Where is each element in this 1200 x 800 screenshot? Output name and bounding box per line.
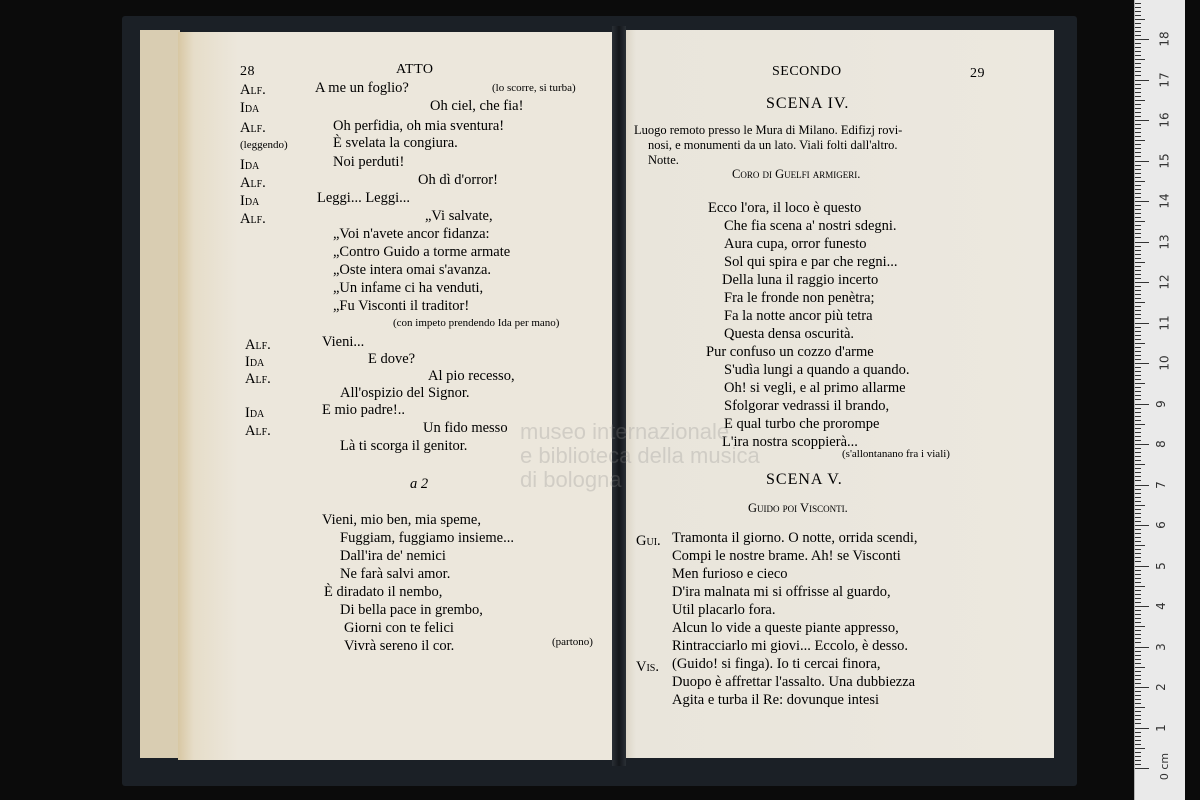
ruler-tick xyxy=(1135,521,1141,522)
ruler-tick xyxy=(1135,250,1141,251)
ruler-tick xyxy=(1135,444,1149,445)
ruler-tick xyxy=(1135,432,1141,433)
ruler-tick xyxy=(1135,351,1141,352)
ruler-tick xyxy=(1135,460,1141,461)
ruler-tick xyxy=(1135,602,1141,603)
ruler-number: 18 xyxy=(1157,31,1172,47)
ruler-tick xyxy=(1135,59,1145,60)
ruler-tick xyxy=(1135,416,1141,417)
ruler-tick xyxy=(1135,92,1141,93)
ruler-tick xyxy=(1135,424,1145,425)
stage-direction: (partono) xyxy=(552,636,593,648)
verse-line: Sol qui spira e par che regni... xyxy=(724,254,898,270)
ruler-tick xyxy=(1135,375,1141,376)
ruler-tick xyxy=(1135,156,1141,157)
ruler-tick xyxy=(1135,671,1141,672)
ruler-tick xyxy=(1135,181,1145,182)
ruler-tick xyxy=(1135,610,1141,611)
verse-line: L'ira nostra scoppierà... xyxy=(722,434,858,450)
verse-line: Vieni, mio ben, mia speme, xyxy=(322,512,481,528)
ruler-tick xyxy=(1135,197,1141,198)
verse-line: Oh dì d'orror! xyxy=(418,172,498,188)
verse-line: Oh perfidia, oh mia sventura! xyxy=(333,118,505,134)
ruler-tick xyxy=(1135,687,1149,688)
ruler-tick xyxy=(1135,391,1141,392)
verse-line: E dove? xyxy=(368,351,416,367)
verse-line: Al pio recesso, xyxy=(428,368,515,384)
ruler-number: 16 xyxy=(1157,112,1172,128)
ruler-tick xyxy=(1135,51,1141,52)
stage-direction-line-3: Notte. xyxy=(648,153,679,167)
ruler-tick xyxy=(1135,570,1141,571)
ruler-tick xyxy=(1135,553,1141,554)
ruler-tick xyxy=(1135,752,1141,753)
ruler-tick xyxy=(1135,217,1141,218)
verse-line: È svelata la congiura. xyxy=(333,135,458,151)
ruler-number: 7 xyxy=(1153,480,1168,489)
verse-line: A me un foglio? xyxy=(315,80,409,96)
watermark-line-3: di bologna xyxy=(520,467,622,492)
chorus-heading: Coro di Guelfi armigeri. xyxy=(732,167,861,181)
speaker-label: Alf. xyxy=(245,423,271,439)
ruler-tick xyxy=(1135,383,1145,384)
ruler-tick xyxy=(1135,715,1141,716)
ruler-tick xyxy=(1135,11,1141,12)
ruler-tick xyxy=(1135,201,1149,202)
ruler-tick xyxy=(1135,549,1141,550)
ruler-tick xyxy=(1135,578,1141,579)
ruler-tick xyxy=(1135,339,1141,340)
ruler-tick xyxy=(1135,128,1141,129)
ruler-number: 5 xyxy=(1153,561,1168,570)
ruler-tick xyxy=(1135,47,1141,48)
scene-v-title: SCENA V. xyxy=(766,471,843,488)
speaker-label: Ida xyxy=(240,157,260,173)
verse-line: a 2 xyxy=(410,476,429,492)
verse-line: „Un infame ci ha venduti, xyxy=(333,280,484,296)
ruler-tick xyxy=(1135,193,1141,194)
verse-line: Alcun lo vide a queste piante appresso, xyxy=(672,620,899,636)
ruler-tick xyxy=(1135,659,1141,660)
ruler-unit-label: 0 cm xyxy=(1158,752,1172,781)
verse-line: E mio padre!.. xyxy=(322,402,405,418)
ruler-tick xyxy=(1135,517,1141,518)
ruler-tick xyxy=(1135,728,1149,729)
speaker-label: Ida xyxy=(245,405,265,421)
ruler-tick xyxy=(1135,695,1141,696)
ruler-tick xyxy=(1135,80,1149,81)
speaker-label: Alf. xyxy=(245,371,271,387)
ruler-tick xyxy=(1135,561,1141,562)
ruler-tick xyxy=(1135,19,1145,20)
ruler-tick xyxy=(1135,221,1145,222)
ruler-tick xyxy=(1135,290,1141,291)
ruler-tick xyxy=(1135,723,1141,724)
ruler-tick xyxy=(1135,606,1149,607)
verse-line: Della luna il raggio incerto xyxy=(722,272,879,288)
verse-line: D'ira malnata mi si offrisse al guardo, xyxy=(672,584,891,600)
ruler-tick xyxy=(1135,100,1145,101)
ruler-tick xyxy=(1135,104,1141,105)
ruler-tick xyxy=(1135,719,1141,720)
ruler-tick xyxy=(1135,39,1149,40)
ruler-tick xyxy=(1135,371,1141,372)
ruler-tick xyxy=(1135,67,1141,68)
ruler-tick xyxy=(1135,165,1141,166)
verse-line: Leggi... Leggi... xyxy=(317,190,411,206)
book-page-edges xyxy=(140,30,180,758)
ruler-tick xyxy=(1135,148,1141,149)
ruler-tick xyxy=(1135,27,1141,28)
ruler-tick xyxy=(1135,173,1141,174)
ruler-tick xyxy=(1135,683,1141,684)
ruler-tick xyxy=(1135,112,1141,113)
speaker-label: Ida xyxy=(240,100,260,116)
ruler-number: 10 xyxy=(1157,355,1172,371)
ruler-tick xyxy=(1135,15,1141,16)
ruler-number: 9 xyxy=(1153,399,1168,408)
speaker-label: Alf. xyxy=(240,175,266,191)
ruler-tick xyxy=(1135,736,1141,737)
ruler-tick xyxy=(1135,448,1141,449)
ruler-tick xyxy=(1135,663,1141,664)
ruler-tick xyxy=(1135,270,1141,271)
ruler-tick xyxy=(1135,225,1141,226)
ruler-tick xyxy=(1135,557,1141,558)
ruler-tick xyxy=(1135,638,1141,639)
ruler-tick xyxy=(1135,246,1141,247)
ruler-tick xyxy=(1135,314,1141,315)
ruler-number: 2 xyxy=(1153,683,1168,691)
ruler-number: 12 xyxy=(1157,274,1172,290)
ruler-tick xyxy=(1135,306,1141,307)
verse-line: Fa la notte ancor più tetra xyxy=(724,308,873,324)
ruler-tick xyxy=(1135,740,1141,741)
verse-line: Men furioso e cieco xyxy=(672,566,788,582)
ruler-tick xyxy=(1135,464,1145,465)
ruler-tick xyxy=(1135,651,1141,652)
verse-line: „Contro Guido a torme armate xyxy=(333,244,511,260)
verse-line: „Vi salvate, xyxy=(425,208,493,224)
ruler-tick xyxy=(1135,205,1141,206)
ruler-tick xyxy=(1135,675,1141,676)
ruler-tick xyxy=(1135,590,1141,591)
verse-line: Agita e turba il Re: dovunque intesi xyxy=(672,692,879,708)
verse-line: (Guido! si finga). Io ti cercai finora, xyxy=(672,656,881,672)
ruler-tick xyxy=(1135,177,1141,178)
ruler-tick xyxy=(1135,513,1141,514)
verse-line: Di bella pace in grembo, xyxy=(340,602,483,618)
ruler-number: 14 xyxy=(1157,193,1172,209)
ruler-tick xyxy=(1135,120,1149,121)
right-page-header: SECONDO xyxy=(772,64,842,79)
verse-line: Compi le nostre brame. Ah! se Visconti xyxy=(672,548,901,564)
ruler-tick xyxy=(1135,23,1141,24)
verse-line: Rintracciarlo mi giovi... Eccolo, è desso. xyxy=(672,638,908,654)
ruler-number: 6 xyxy=(1153,521,1168,529)
ruler-tick xyxy=(1135,387,1141,388)
ruler-tick xyxy=(1135,323,1149,324)
ruler-tick xyxy=(1135,744,1141,745)
verse-line: All'ospizio del Signor. xyxy=(340,385,470,401)
ruler-number: 13 xyxy=(1157,233,1172,250)
ruler-tick xyxy=(1135,399,1141,400)
ruler-tick xyxy=(1135,622,1141,623)
ruler-tick xyxy=(1135,233,1141,234)
ruler-tick xyxy=(1135,707,1145,708)
ruler-tick xyxy=(1135,489,1141,490)
ruler-tick xyxy=(1135,420,1141,421)
ruler-tick xyxy=(1135,768,1149,769)
verse-line: „Voi n'avete ancor fidanza: xyxy=(333,226,490,242)
ruler-tick xyxy=(1135,703,1141,704)
ruler-number: 3 xyxy=(1153,642,1168,651)
ruler-number: 17 xyxy=(1157,71,1172,88)
ruler-tick xyxy=(1135,756,1141,757)
ruler-tick xyxy=(1135,55,1141,56)
ruler-tick xyxy=(1135,31,1141,32)
verse-line: Fra le fronde non penètra; xyxy=(724,290,875,306)
speaker-label: Gui. xyxy=(636,533,661,549)
ruler-tick xyxy=(1135,347,1141,348)
ruler-tick xyxy=(1135,7,1141,8)
ruler-tick xyxy=(1135,359,1141,360)
ruler-tick xyxy=(1135,634,1141,635)
scene-v-persons: Guido poi Visconti. xyxy=(748,501,848,515)
ruler-tick xyxy=(1135,258,1141,259)
ruler-tick xyxy=(1135,614,1141,615)
speaker-label: Alf. xyxy=(240,82,266,98)
ruler-tick xyxy=(1135,152,1141,153)
ruler-tick xyxy=(1135,331,1141,332)
ruler-tick xyxy=(1135,75,1141,76)
ruler-tick xyxy=(1135,655,1141,656)
ruler-tick xyxy=(1135,278,1141,279)
ruler-tick xyxy=(1135,185,1141,186)
ruler-tick xyxy=(1135,679,1141,680)
ruler-tick xyxy=(1135,35,1141,36)
ruler-tick xyxy=(1135,642,1141,643)
ruler-tick xyxy=(1135,440,1141,441)
ruler-tick xyxy=(1135,647,1149,648)
ruler-tick xyxy=(1135,266,1141,267)
ruler-tick xyxy=(1135,732,1141,733)
ruler-tick xyxy=(1135,213,1141,214)
ruler-tick xyxy=(1135,594,1141,595)
ruler-tick xyxy=(1135,343,1145,344)
book-gutter xyxy=(612,26,626,766)
ruler-tick xyxy=(1135,229,1141,230)
ruler-tick xyxy=(1135,132,1141,133)
verse-line: Ecco l'ora, il loco è questo xyxy=(708,200,862,216)
ruler-tick xyxy=(1135,189,1141,190)
left-page-number: 28 xyxy=(240,64,255,79)
ruler-tick xyxy=(1135,88,1141,89)
ruler-tick xyxy=(1135,108,1141,109)
ruler-tick xyxy=(1135,626,1145,627)
ruler-tick xyxy=(1135,691,1141,692)
ruler-tick xyxy=(1135,71,1141,72)
ruler-tick xyxy=(1135,428,1141,429)
ruler-tick xyxy=(1135,497,1141,498)
ruler-tick xyxy=(1135,476,1141,477)
ruler-tick xyxy=(1135,412,1141,413)
ruler-tick xyxy=(1135,566,1149,567)
ruler-number: 4 xyxy=(1153,602,1168,610)
verse-line: Vieni... xyxy=(322,334,365,350)
stage-direction-line-1: Luogo remoto presso le Mura di Milano. Edifizj rovi- xyxy=(634,123,903,137)
ruler-tick xyxy=(1135,327,1141,328)
speaker-label: Alf. xyxy=(240,120,266,136)
ruler-tick xyxy=(1135,355,1141,356)
ruler-tick xyxy=(1135,254,1141,255)
stage-direction: (leggendo) xyxy=(240,139,288,151)
ruler-tick xyxy=(1135,505,1145,506)
ruler-tick xyxy=(1135,43,1141,44)
ruler-tick xyxy=(1135,302,1145,303)
ruler-tick xyxy=(1135,760,1141,761)
left-page-header: ATTO xyxy=(396,62,434,77)
verse-line: Che fia scena a' nostri sdegni. xyxy=(724,218,897,234)
ruler-tick xyxy=(1135,144,1141,145)
ruler-tick xyxy=(1135,764,1141,765)
ruler-tick xyxy=(1135,493,1141,494)
ruler-number: 15 xyxy=(1157,152,1172,169)
watermark-line-2: e biblioteca della musica xyxy=(520,443,760,468)
ruler-tick xyxy=(1135,3,1141,4)
measurement-ruler xyxy=(1134,0,1185,800)
verse-line: Oh ciel, che fia! xyxy=(430,98,524,114)
ruler-tick xyxy=(1135,501,1141,502)
ruler-tick xyxy=(1135,509,1141,510)
ruler-tick xyxy=(1135,286,1141,287)
stage-direction: (con impeto prendendo Ida per mano) xyxy=(393,317,560,329)
ruler-tick xyxy=(1135,748,1145,749)
ruler-tick xyxy=(1135,298,1141,299)
ruler-tick xyxy=(1135,541,1141,542)
verse-line: Giorni con te felici xyxy=(344,620,454,636)
verse-line: Un fido messo xyxy=(423,420,508,436)
verse-line: Ne farà salvi amor. xyxy=(340,566,451,582)
ruler-tick xyxy=(1135,598,1141,599)
verse-line: Questa densa oscurità. xyxy=(724,326,855,342)
ruler-tick xyxy=(1135,582,1141,583)
ruler-tick xyxy=(1135,161,1149,162)
ruler-tick xyxy=(1135,367,1141,368)
ruler-tick xyxy=(1135,485,1149,486)
verse-line: Là ti scorga il genitor. xyxy=(340,438,468,454)
ruler-number: 11 xyxy=(1157,314,1172,331)
verse-line: „Oste intera omai s'avanza. xyxy=(333,262,492,278)
ruler-tick xyxy=(1135,480,1141,481)
right-page-number: 29 xyxy=(970,66,985,81)
ruler-tick xyxy=(1135,586,1145,587)
speaker-label: Alf. xyxy=(245,337,271,353)
speaker-label: Alf. xyxy=(240,211,266,227)
ruler-tick xyxy=(1135,472,1141,473)
scene-iv-title: SCENA IV. xyxy=(766,95,850,112)
verse-line: Vivrà sereno il cor. xyxy=(344,638,455,654)
ruler-tick xyxy=(1135,209,1141,210)
ruler-tick xyxy=(1135,574,1141,575)
ruler-tick xyxy=(1135,262,1145,263)
verse-line: È diradato il nembo, xyxy=(324,584,443,600)
ruler-tick xyxy=(1135,456,1141,457)
watermark-line-1: museo internazionale xyxy=(520,419,730,444)
ruler-tick xyxy=(1135,282,1149,283)
ruler-tick xyxy=(1135,63,1141,64)
ruler-number: 8 xyxy=(1153,440,1168,448)
ruler-tick xyxy=(1135,667,1145,668)
verse-line: Tramonta il giorno. O notte, orrida scendi, xyxy=(672,530,918,546)
ruler-tick xyxy=(1135,169,1141,170)
verse-line: Util placarlo fora. xyxy=(672,602,776,618)
ruler-tick xyxy=(1135,529,1141,530)
ruler-tick xyxy=(1135,294,1141,295)
stage-direction: (lo scorre, si turba) xyxy=(492,82,576,94)
speaker-label: Vis. xyxy=(636,659,659,675)
verse-line: Aura cupa, orror funesto xyxy=(724,236,867,252)
ruler-tick xyxy=(1135,452,1141,453)
ruler-tick xyxy=(1135,408,1141,409)
ruler-number: 1 xyxy=(1153,723,1168,732)
ruler-tick xyxy=(1135,630,1141,631)
library-watermark xyxy=(520,420,760,492)
ruler-tick xyxy=(1135,525,1149,526)
ruler-tick xyxy=(1135,335,1141,336)
ruler-tick xyxy=(1135,699,1141,700)
ruler-tick xyxy=(1135,537,1141,538)
ruler-tick xyxy=(1135,274,1141,275)
exit-direction: (s'allontanano fra i viali) xyxy=(842,448,950,460)
verse-line: Pur confuso un cozzo d'arme xyxy=(706,344,874,360)
ruler-tick xyxy=(1135,116,1141,117)
ruler-tick xyxy=(1135,237,1141,238)
ruler-tick xyxy=(1135,136,1141,137)
verse-line: Sfolgorar vedrassi il brando, xyxy=(724,398,890,414)
verse-line: E qual turbo che prorompe xyxy=(724,416,880,432)
ruler-tick xyxy=(1135,395,1141,396)
ruler-tick xyxy=(1135,124,1141,125)
verse-line: Duopo è affrettar l'assalto. Una dubbiezza xyxy=(672,674,916,690)
verse-line: Noi perduti! xyxy=(333,154,405,170)
verse-line: S'udìa lungi a quando a quando. xyxy=(724,362,910,378)
ruler-tick xyxy=(1135,379,1141,380)
ruler-tick xyxy=(1135,533,1141,534)
ruler-tick xyxy=(1135,140,1145,141)
ruler-tick xyxy=(1135,96,1141,97)
ruler-tick xyxy=(1135,242,1149,243)
verse-line: Fuggiam, fuggiamo insieme... xyxy=(340,530,514,546)
verse-line: Oh! si vegli, e al primo allarme xyxy=(724,380,906,396)
speaker-label: Ida xyxy=(245,354,265,370)
verse-line: „Fu Visconti il traditor! xyxy=(333,298,470,314)
stage-direction-line-2: nosi, e monumenti da un lato. Viali folti dall'altro. xyxy=(648,138,898,152)
ruler-tick xyxy=(1135,318,1141,319)
ruler-tick xyxy=(1135,618,1141,619)
ruler-tick xyxy=(1135,84,1141,85)
ruler-tick xyxy=(1135,436,1141,437)
ruler-tick xyxy=(1135,363,1149,364)
ruler-tick xyxy=(1135,310,1141,311)
ruler-tick xyxy=(1135,711,1141,712)
ruler-tick xyxy=(1135,468,1141,469)
speaker-label: Ida xyxy=(240,193,260,209)
verse-line: Dall'ira de' nemici xyxy=(340,548,446,564)
ruler-tick xyxy=(1135,545,1145,546)
ruler-tick xyxy=(1135,404,1149,405)
